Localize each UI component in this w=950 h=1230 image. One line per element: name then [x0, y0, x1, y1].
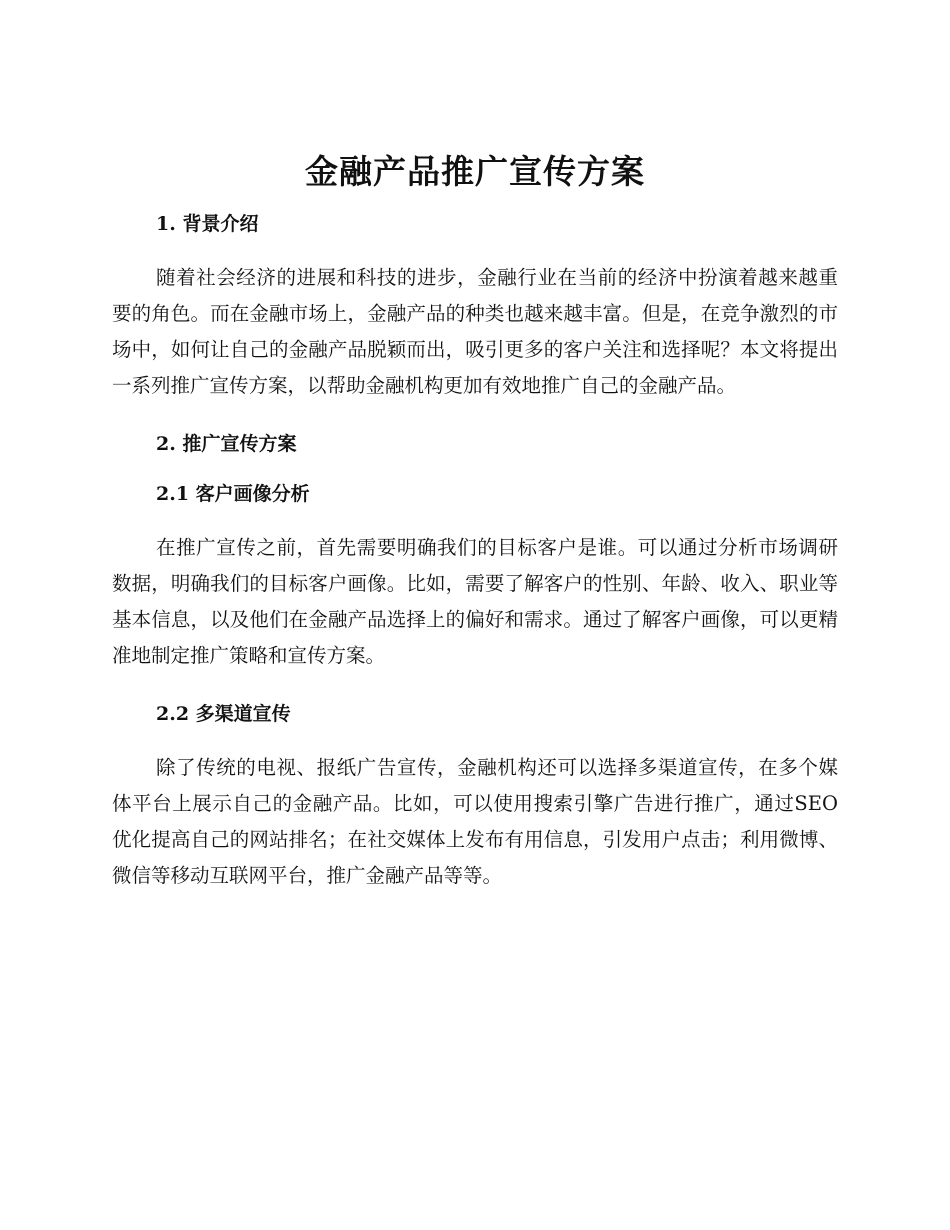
section-heading-multichannel: 2.2 多渠道宣传	[156, 703, 291, 725]
section-heading-promotion-plan: 2. 推广宣传方案	[156, 433, 297, 455]
document-page	[112, 148, 838, 920]
section-heading-customer-profile: 2.1 客户画像分析	[156, 483, 310, 505]
section-paragraph-multichannel: 除了传统的电视、报纸广告宣传，金融机构还可以选择多渠道宣传，在多个媒体平台上展示自己的金融产品。比如，可以使用搜索引擎广告进行推广，通过SEO优化提高自己的网站排名；在社交媒体上发布有用信息，引发用户点击；利用微博、微信等移动互联网平台，推广金融产品等等。	[112, 756, 838, 887]
section-paragraph-customer-profile: 在推广宣传之前，首先需要明确我们的目标客户是谁。可以通过分析市场调研数据，明确我们的目标客户画像。比如，需要了解客户的性别、年龄、收入、职业等基本信息，以及他们在金融产品选择上的偏好和需求。通过了解客户画像，可以更精准地制定推广策略和宣传方案。	[112, 536, 838, 667]
document-title: 金融产品推广宣传方案	[305, 152, 645, 191]
section-paragraph-background: 随着社会经济的进展和科技的进步，金融行业在当前的经济中扮演着越来越重要的角色。而在金融市场上，金融产品的种类也越来越丰富。但是，在竞争激烈的市场中，如何让自己的金融产品脱颖而出，吸引更多的客户关注和选择呢？本文将提出一系列推广宣传方案，以帮助金融机构更加有效地推广自己的金融产品。	[112, 266, 838, 397]
section-heading-background: 1. 背景介绍	[156, 213, 259, 235]
